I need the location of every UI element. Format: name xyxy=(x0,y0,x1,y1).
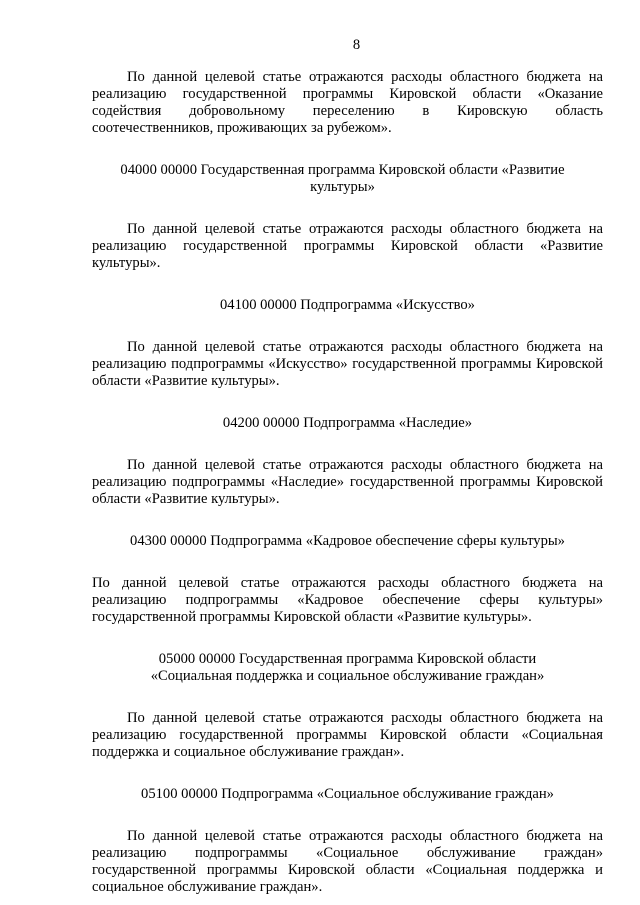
paragraph-04100: По данной целевой статье отражаются расходы областного бюджета на реализацию подпрограммы «Искусство» государственной программы Кировской области «Развитие культуры». xyxy=(92,339,603,389)
paragraph-resettlement: По данной целевой статье отражаются расходы областного бюджета на реализацию государственной программы Кировской области «Оказание содействия добровольному переселению в Кировскую область соотечественников, проживающих за рубежом». xyxy=(92,69,603,136)
heading-04000: 04000 00000 Государственная программа Кировской области «Развитие культуры» xyxy=(120,162,565,195)
paragraph-04000: По данной целевой статье отражаются расходы областного бюджета на реализацию государственной программы Кировской области «Развитие культуры». xyxy=(92,221,603,271)
heading-05100: 05100 00000 Подпрограмма «Социальное обслуживание граждан» xyxy=(141,786,554,802)
paragraph-04200: По данной целевой статье отражаются расходы областного бюджета на реализацию подпрограммы «Наследие» государственной программы Кировской области «Развитие культуры». xyxy=(92,457,603,507)
heading-05000: 05000 00000 Государственная программа Кировской области «Социальная поддержка и социальное обслуживание граждан» xyxy=(150,651,545,684)
page-number: 8 xyxy=(352,37,361,53)
heading-04300: 04300 00000 Подпрограмма «Кадровое обеспечение сферы культуры» xyxy=(130,533,565,549)
paragraph-05000: По данной целевой статье отражаются расходы областного бюджета на реализацию государственной программы Кировской области «Социальная поддержка и социальное обслуживание граждан». xyxy=(92,710,603,760)
heading-04200: 04200 00000 Подпрограмма «Наследие» xyxy=(222,415,473,431)
heading-04100: 04100 00000 Подпрограмма «Искусство» xyxy=(220,297,475,313)
paragraph-05100: По данной целевой статье отражаются расходы областного бюджета на реализацию подпрограммы «Социальное обслуживание граждан» государственной программы Кировской области «Социальная поддержка и социальное обслуживание граждан». xyxy=(92,828,603,895)
paragraph-04300: По данной целевой статье отражаются расходы областного бюджета на реализацию подпрограммы «Кадровое обеспечение сферы культуры» государственной программы Кировской области «Развитие культуры». xyxy=(92,575,603,625)
